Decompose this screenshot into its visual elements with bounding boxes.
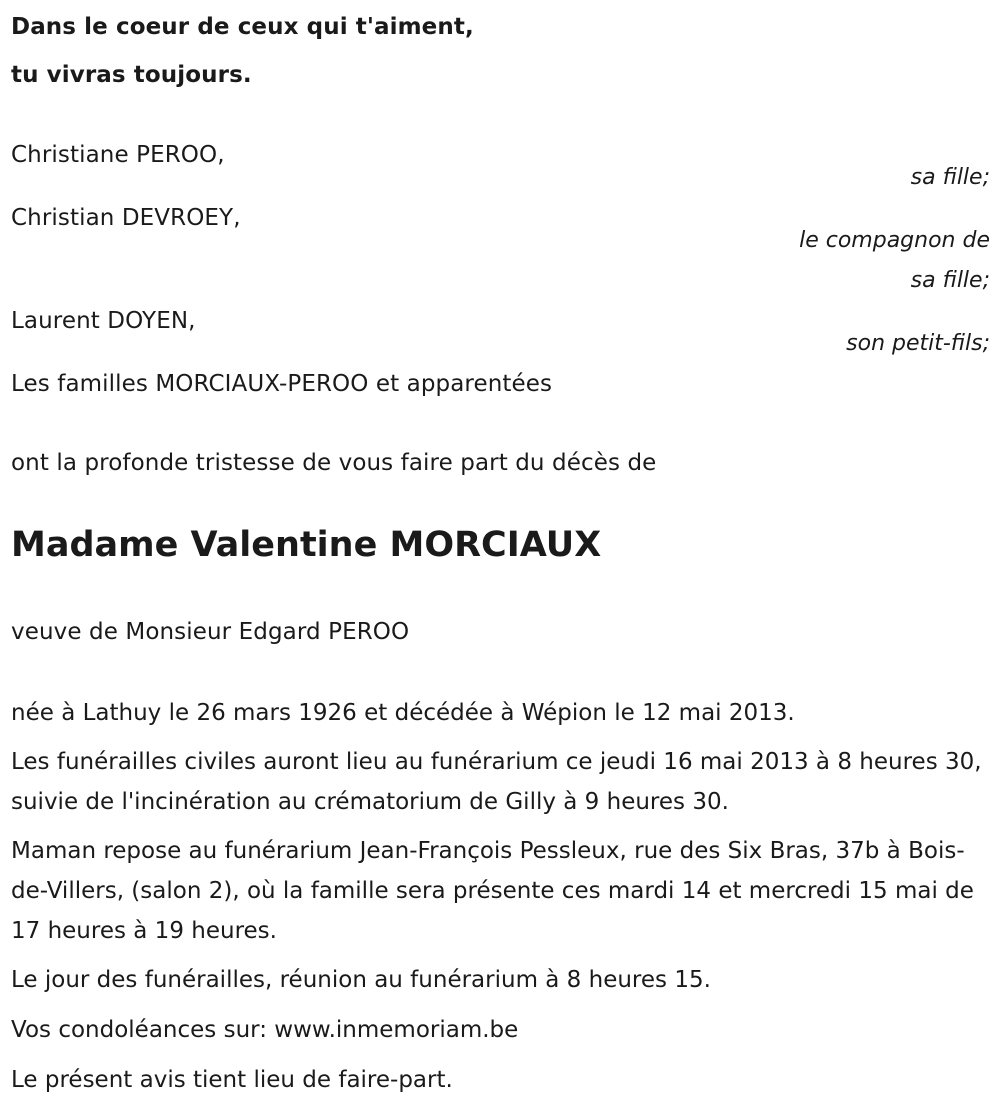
family-member-name: Laurent DOYEN, xyxy=(11,308,196,334)
family-member-relation: son petit-fils; xyxy=(846,331,990,356)
family-member-name: Les familles MORCIAUX-PEROO et apparentées xyxy=(11,371,553,397)
notice-paragraph: Le présent avis tient lieu de faire-part. xyxy=(11,1067,453,1093)
birth-death-paragraph: née à Lathuy le 26 mars 1926 et décédée à Wépion le 12 mai 2013. xyxy=(11,700,795,726)
announcement-text: ont la profonde tristesse de vous faire part du décès de xyxy=(11,450,657,476)
motto-line-2: tu vivras toujours. xyxy=(11,62,252,88)
motto-line-1: Dans le coeur de ceux qui t'aiment, xyxy=(11,14,474,40)
family-member-name: Christian DEVROEY, xyxy=(11,205,241,231)
viewing-paragraph: Maman repose au funérarium Jean-François Pessleux, rue des Six Bras, 37b à Bois-de-Villers, (salon 2), où la famille sera présente ces mardi 14 et mercredi 15 mai de 17 heures à 19 heures. xyxy=(11,838,974,944)
family-member-relation: le compagnon de xyxy=(799,228,990,253)
deceased-name: Madame Valentine MORCIAUX xyxy=(11,525,602,565)
family-member-relation: sa fille; xyxy=(910,165,990,190)
family-member-relation: sa fille; xyxy=(910,268,990,293)
meeting-paragraph: Le jour des funérailles, réunion au funérarium à 8 heures 15. xyxy=(11,967,711,993)
widow-of-text: veuve de Monsieur Edgard PEROO xyxy=(11,619,410,645)
family-member-name: Christiane PEROO, xyxy=(11,142,225,168)
condolences-paragraph: Vos condoléances sur: www.inmemoriam.be xyxy=(11,1017,519,1043)
funeral-paragraph: Les funérailles civiles auront lieu au funérarium ce jeudi 16 mai 2013 à 8 heures 30, suivie de l'incinération au crématorium de Gilly à 9 heures 30. xyxy=(11,749,982,815)
